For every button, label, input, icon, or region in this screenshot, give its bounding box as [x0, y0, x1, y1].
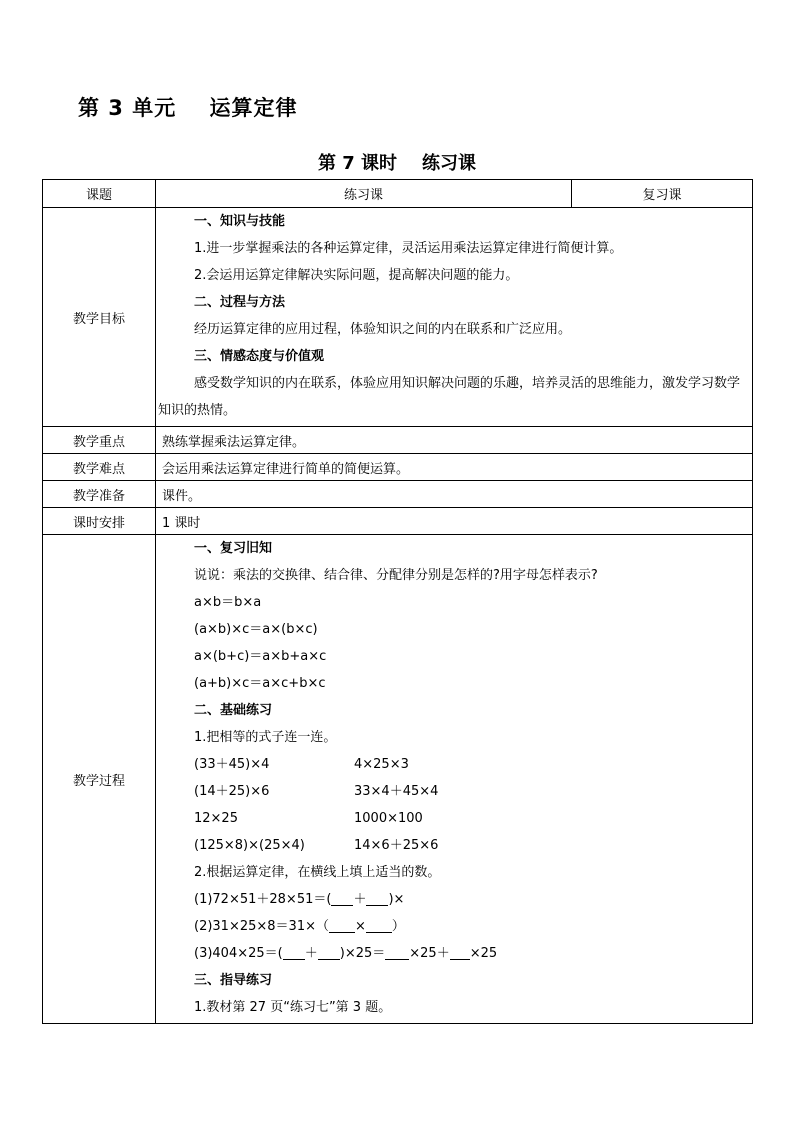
- match-row: [158, 805, 750, 832]
- match-right: 14×6＋25×6: [354, 838, 439, 853]
- process-content: [156, 535, 753, 1024]
- match-row: [158, 751, 750, 778]
- objectives-item-1: 1.进一步掌握乘法的各种运算定律，灵活运用乘法运算定律进行简便计算。: [194, 241, 623, 256]
- formula-distributive-1: a×(b+c)＝a×b+a×c: [194, 649, 327, 664]
- match-right: 33×4＋45×4: [354, 784, 439, 799]
- match-left: (14＋25)×6: [194, 784, 270, 799]
- fill-text: ）: [391, 919, 405, 934]
- objectives-heading-3: 三、情感态度与价值观: [194, 349, 325, 364]
- fill-item-3: [158, 940, 750, 967]
- fill-blank[interactable]: [318, 945, 340, 960]
- fill-blank[interactable]: [366, 918, 392, 933]
- fill-text: ＋: [304, 946, 318, 961]
- exercise-1-title: 1.把相等的式子连一连。: [194, 730, 337, 745]
- fill-text: ×25: [469, 946, 498, 961]
- preparation-row: [43, 481, 753, 508]
- key-point-row: [43, 427, 753, 454]
- process-row: [43, 535, 753, 1024]
- objectives-label: 教学目标: [43, 208, 156, 427]
- fill-blank[interactable]: [366, 891, 388, 906]
- fill-text: (1)72×51＋28×51＝(: [194, 892, 332, 907]
- topic-value: 练习课: [156, 180, 572, 208]
- match-left: (33＋45)×4: [194, 757, 270, 772]
- match-left: 12×25: [194, 811, 238, 826]
- difficulty-label: 教学难点: [43, 454, 156, 481]
- unit-title: 第 3 单元 运算定律: [78, 96, 298, 120]
- preparation-label: 教学准备: [43, 481, 156, 508]
- fill-text: ×25＋: [409, 946, 450, 961]
- topic-type: 复习课: [572, 180, 753, 208]
- objectives-heading-2: 二、过程与方法: [194, 295, 286, 310]
- fill-text: (2)31×25×8＝31×（: [194, 919, 329, 934]
- fill-blank[interactable]: [385, 945, 409, 960]
- fill-blank[interactable]: [283, 945, 305, 960]
- fill-text: ×: [355, 919, 366, 934]
- guided-exercise: 1.教材第 27 页“练习七”第 3 题。: [194, 1000, 392, 1015]
- fill-item-1: [158, 886, 750, 913]
- match-right: 4×25×3: [354, 757, 409, 772]
- fill-item-2: [158, 913, 750, 940]
- schedule-row: [43, 508, 753, 535]
- fill-blank[interactable]: [329, 918, 355, 933]
- objectives-item-4: 感受数学知识的内在联系，体验应用知识解决问题的乐趣，培养灵活的思维能力，激发学习数学知识的热情。: [158, 376, 741, 418]
- exercise-2-title: 2.根据运算定律，在横线上填上适当的数。: [194, 865, 441, 880]
- fill-text: (3)404×25＝(: [194, 946, 283, 961]
- fill-text: )×: [388, 892, 405, 907]
- schedule-label: 课时安排: [43, 508, 156, 535]
- process-label: 教学过程: [43, 535, 156, 1024]
- lesson-plan-table: [42, 179, 753, 1024]
- match-row: [158, 832, 750, 859]
- objectives-content: [156, 208, 753, 427]
- match-right: 1000×100: [354, 811, 423, 826]
- process-heading-1: 一、复习旧知: [194, 541, 273, 556]
- formula-distributive-2: (a+b)×c＝a×c+b×c: [194, 676, 326, 691]
- fill-text: ＋: [353, 892, 367, 907]
- difficulty-value: 会运用乘法运算定律进行简单的简便运算。: [156, 454, 753, 481]
- objectives-item-3: 经历运算定律的应用过程，体验知识之间的内在联系和广泛应用。: [194, 322, 572, 337]
- difficulty-row: [43, 454, 753, 481]
- objectives-item-2: 2.会运用运算定律解决实际问题，提高解决问题的能力。: [194, 268, 519, 283]
- process-heading-3: 三、指导练习: [194, 973, 273, 988]
- match-row: [158, 778, 750, 805]
- key-point-value: 熟练掌握乘法运算定律。: [156, 427, 753, 454]
- formula-commutative: a×b＝b×a: [194, 595, 262, 610]
- fill-text: )×25＝: [339, 946, 386, 961]
- topic-row: [43, 180, 753, 208]
- formula-associative: (a×b)×c＝a×(b×c): [194, 622, 318, 637]
- preparation-value: 课件。: [156, 481, 753, 508]
- review-question: 说说：乘法的交换律、结合律、分配律分别是怎样的?用字母怎样表示?: [194, 568, 598, 583]
- schedule-value: 1 课时: [156, 508, 753, 535]
- process-heading-2: 二、基础练习: [194, 703, 273, 718]
- key-point-label: 教学重点: [43, 427, 156, 454]
- fill-blank[interactable]: [450, 945, 470, 960]
- match-left: (125×8)×(25×4): [194, 838, 305, 853]
- lesson-title: 第 7 课时 练习课: [317, 153, 477, 174]
- fill-blank[interactable]: [331, 891, 353, 906]
- topic-label: 课题: [43, 180, 156, 208]
- objectives-heading-1: 一、知识与技能: [194, 214, 286, 229]
- objectives-row: [43, 208, 753, 427]
